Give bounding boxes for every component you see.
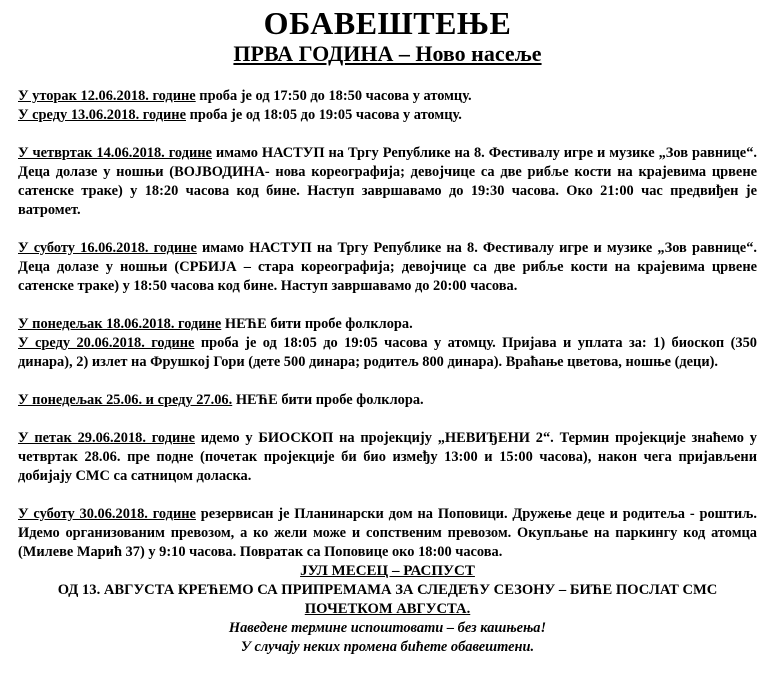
item-text: проба је од 18:05 до 19:05 часова у атомцу. Пријава и уплата за: 1) биоскоп (350 динара), 2) излет на Фрушкој Гори (дете 500 динара; родитељ 800 динара). Враћање цветова, ношње (деци).: [18, 335, 758, 370]
item-text: резервисан је Планинарски дом на Поповици. Дружење деце и родитеља - роштиљ. Идемо организованим превозом, а ко жели може и сопственим превозом. Окупљање на паркингу код атомца (Милеве Марић 37) у 9:10 часова. Повратак са Поповице око 18:00 часова.: [18, 506, 757, 560]
item-text: проба је од 18:05 до 19:05 часова у атомцу.: [185, 107, 462, 123]
notice-item: [18, 315, 757, 334]
notice-item: [18, 334, 757, 372]
item-date: У среду 13.06.2018. године: [18, 107, 186, 123]
august-line-1: ОД 13. АВГУСТА КРЕЋЕМО СА ПРИПРЕМАМА ЗА СЛЕДЕЋУ СЕЗОНУ – БИЋЕ ПОСЛАТ СМС: [57, 582, 718, 598]
notice-item: [18, 505, 757, 562]
item-text: имамо НАСТУП на Тргу Републике на 8. Фестивалу игре и музике „Зов равнице“. Деца долазе у ношњи (СРБИЈА – стара кореографија; девојчице са две рибље кости на крајевима црвене сатенске траке) у 18:50 часова код бине. Наступ завршавамо до 20:00 часова.: [18, 240, 757, 294]
item-date: У четвртак 14.06.2018. године: [18, 145, 212, 161]
item-text: НЕЋЕ бити пробе фолклора.: [232, 392, 424, 408]
notice-item: [18, 87, 757, 106]
footer-note-1: Наведене термине испоштовати – без кашњења!: [228, 620, 547, 636]
item-date: У уторак 12.06.2018. године: [18, 88, 196, 104]
notice-item: [18, 429, 757, 486]
item-date: У суботу 30.06.2018. године: [18, 506, 196, 522]
notice-item: [18, 144, 757, 220]
notice-item: [18, 106, 757, 125]
july-heading: ЈУЛ МЕСЕЦ – РАСПУСТ: [300, 563, 475, 579]
notice-item: [18, 239, 757, 296]
item-date: У среду 20.06.2018. године: [18, 335, 195, 351]
item-date: У понедељак 25.06. и среду 27.06.: [18, 392, 233, 408]
notice-item: [18, 391, 757, 410]
notice-title: ОБАВЕШТЕЊЕ: [263, 5, 512, 41]
item-text: НЕЋЕ бити пробе фолклора.: [221, 316, 413, 332]
item-date: У суботу 16.06.2018. године: [18, 240, 197, 256]
item-text: проба је од 17:50 до 18:50 часова у атомцу.: [195, 88, 472, 104]
item-date: У петак 29.06.2018. године: [18, 430, 195, 446]
item-text: имамо НАСТУП на Тргу Републике на 8. Фестивалу игре и музике „Зов равнице“. Деца долазе у ношњи (ВОЈВОДИНА- нова кореографија; девојчице са две рибље кости на крајевима црвене сатенске траке) у 18:20 часова код бине. Наступ завршавамо до 19:30 часова. Око 21:00 час предвиђен је ватромет.: [18, 145, 757, 218]
footer-note-2: У случају неких промена бићете обавештени.: [240, 639, 535, 655]
item-text: идемо у БИОСКОП на пројекцију „НЕВИЂЕНИ 2“. Термин пројекције знаћемо у четвртак 28.06. пре подне (почетак пројекције би био између 13:00 и 15:00 часова), након чега пријављени добијају СМС са сатницом доласка.: [18, 430, 757, 484]
item-date: У понедељак 18.06.2018. године: [18, 316, 222, 332]
august-line-2: ПОЧЕТКОМ АВГУСТА.: [304, 601, 471, 617]
notice-subtitle: ПРВА ГОДИНА – Ново насеље: [233, 41, 542, 66]
